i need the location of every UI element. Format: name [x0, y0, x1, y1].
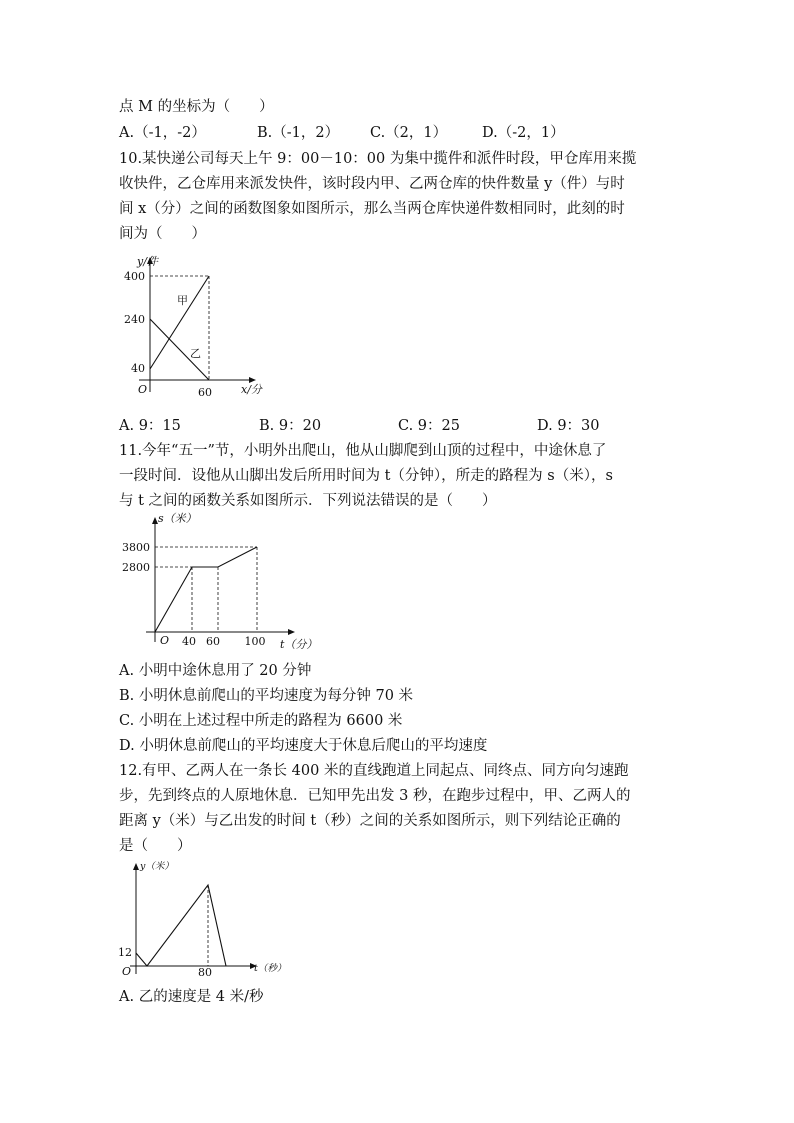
- q12-origin: O: [122, 965, 132, 978]
- q10-stem-line: 收快件，乙仓库用来派发快件，该时段内甲、乙两仓库的快件数量 y（件）与时: [119, 176, 625, 192]
- q11-option-c: C. 小明在上述过程中所走的路程为 6600 米: [119, 713, 403, 729]
- q12-option-a: A. 乙的速度是 4 米/秒: [119, 989, 264, 1005]
- q12-x-label: t（秒）: [254, 963, 287, 974]
- q11-x-tick: 40: [182, 635, 196, 648]
- q10-x-label: x/分: [241, 383, 262, 396]
- q11-y-label: s（米）: [158, 512, 197, 525]
- q11-stem-line: 一段时间．设他从山脚出发后所用时间为 t（分钟），所走的路程为 s（米），s: [119, 468, 613, 484]
- q10-y-tick: 40: [131, 362, 145, 375]
- q12-line-y: [136, 885, 226, 966]
- q10-option-a: A. 9：15: [119, 418, 181, 434]
- q11-origin: O: [160, 634, 170, 647]
- q12-stem-line: 步，先到终点的人原地休息．已知甲先出发 3 秒，在跑步过程中，甲、乙两人的: [119, 788, 631, 804]
- q9-option-a: A.（-1，-2）: [119, 125, 206, 141]
- q10-line-yi-label: 乙: [190, 347, 201, 360]
- q11-y-tick: 2800: [122, 561, 150, 574]
- q12-stem-line: 12.有甲、乙两人在一条长 400 米的直线跑道上同起点、同终点、同方向匀速跑: [119, 763, 629, 779]
- q9-stem: 点 M 的坐标为（ ）: [119, 99, 274, 115]
- q11-option-d: D. 小明休息前爬山的平均速度大于休息后爬山的平均速度: [119, 738, 488, 754]
- q9-option-d: D.（-2，1）: [482, 125, 565, 141]
- q10-x-tick: 60: [198, 386, 212, 399]
- q12-y-tick: 12: [118, 946, 132, 959]
- q10-graph: [117, 254, 277, 404]
- q11-option-b: B. 小明休息前爬山的平均速度为每分钟 70 米: [119, 688, 414, 704]
- q11-stem-line: 与 t 之间的函数关系如图所示．下列说法错误的是（ ）: [119, 493, 497, 509]
- q12-stem-line: 是（ ）: [119, 838, 192, 854]
- q10-origin: O: [138, 383, 148, 396]
- q12-stem-line: 距离 y（米）与乙出发的时间 t（秒）之间的关系如图所示，则下列结论正确的: [119, 813, 621, 829]
- q10-y-tick: 240: [124, 313, 145, 326]
- q10-stem-line: 间为（ ）: [119, 226, 206, 242]
- q11-x-tick: 100: [244, 635, 266, 648]
- q10-y-label: y/件: [137, 255, 158, 268]
- q11-line-s: [155, 547, 257, 632]
- q9-option-c: C.（2，1）: [370, 125, 448, 141]
- q12-graph: [116, 858, 286, 983]
- q12-x-tick: 80: [198, 966, 212, 979]
- q10-option-b: B. 9：20: [259, 418, 322, 434]
- q11-x-label: t（分）: [280, 638, 318, 651]
- q10-option-d: D. 9：30: [537, 418, 600, 434]
- q11-graph: [116, 508, 318, 658]
- q11-option-a: A. 小明中途休息用了 20 分钟: [119, 663, 312, 679]
- q9-option-b: B.（-1，2）: [257, 125, 340, 141]
- q10-y-tick: 400: [124, 270, 145, 283]
- q12-y-label: y（米）: [140, 861, 174, 872]
- q11-x-tick: 60: [206, 635, 220, 648]
- q10-stem-line: 10.某快递公司每天上午 9：00－10：00 为集中揽件和派件时段，甲仓库用来揽: [119, 151, 637, 167]
- q10-stem-line: 间 x（分）之间的函数图象如图所示，那么当两仓库快递件数相同时，此刻的时: [119, 201, 625, 217]
- q11-y-tick: 3800: [122, 541, 150, 554]
- q10-option-c: C. 9：25: [398, 418, 460, 434]
- q10-line-jia-label: 甲: [177, 294, 188, 307]
- q11-stem-line: 11.今年“五一”节，小明外出爬山，他从山脚爬到山顶的过程中，中途休息了: [119, 443, 607, 459]
